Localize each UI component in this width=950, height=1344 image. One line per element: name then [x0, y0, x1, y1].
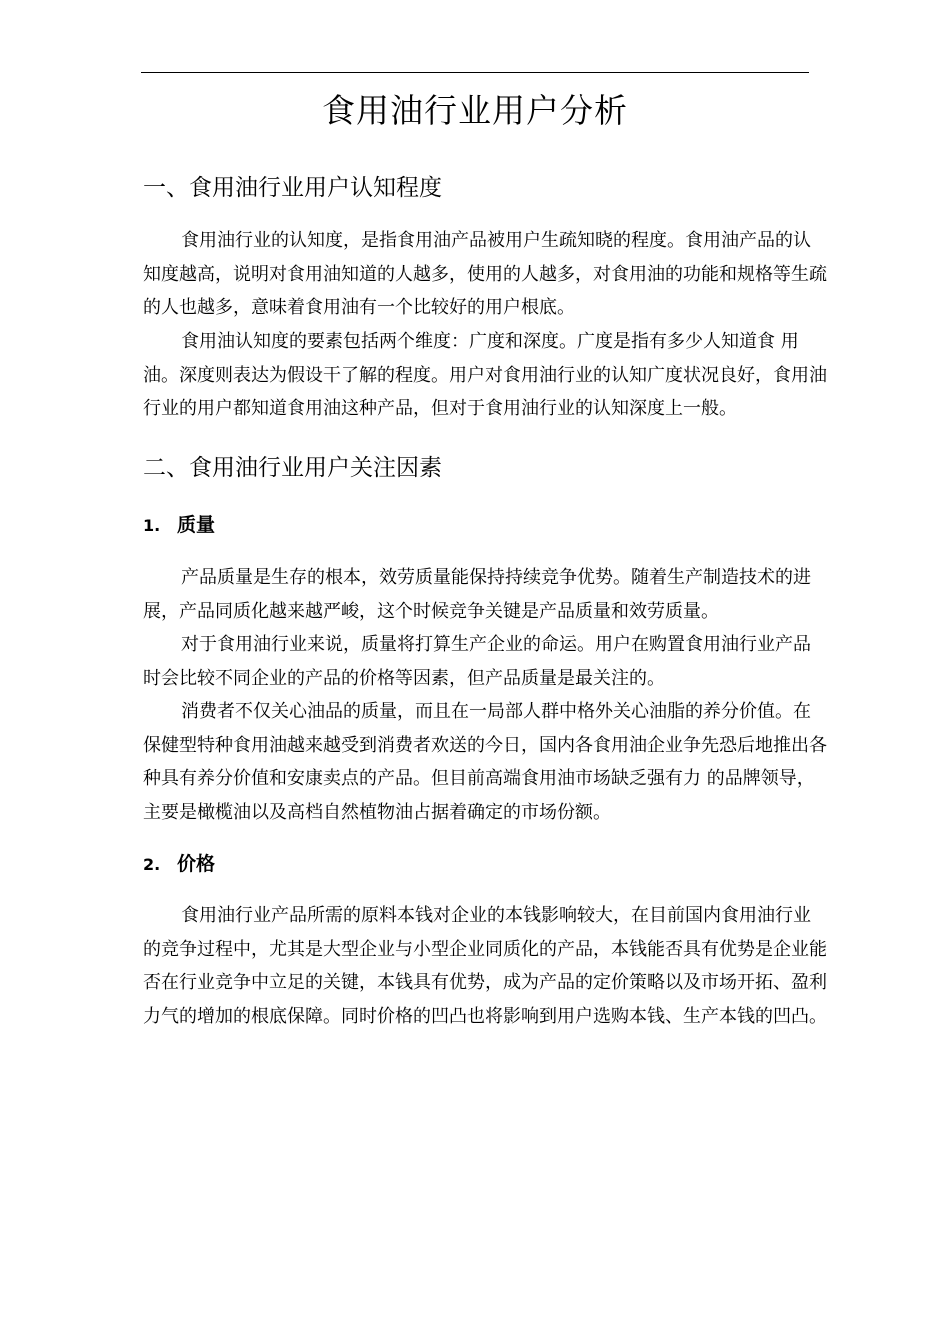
- page-title: 食用油行业用户分析: [322, 91, 628, 130]
- paragraph-quality-1: 产品质量是生存的根本，效劳质量能保持持续竞争优势。随着生产制造技术的进展，产品同质化越来越严峻，这个时候竞争关键是产品质量和效劳质量。: [143, 567, 811, 622]
- subsection-heading-price: [143, 851, 215, 878]
- paragraph-awareness-definition: 食用油行业的认知度，是指食用油产品被用户生疏知晓的程度。食用油产品的认知度越高，说明对食用油知道的人越多，使用的人越多，对食用油的功能和规格等生疏的人也越多，意味着食用油有一个比较好的用户根底。: [143, 230, 827, 318]
- paragraph-quality-2: 对于食用油行业来说，质量将打算生产企业的命运。用户在购置食用油行业产品时会比较不同企业的产品的价格等因素，但产品质量是最关注的。: [143, 634, 811, 689]
- header-rule: [141, 72, 809, 73]
- paragraph-price: 食用油行业产品所需的原料本钱对企业的本钱影响较大，在目前国内食用油行业的竞争过程中，尤其是大型企业与小型企业同质化的产品，本钱能否具有优势是企业能否在行业竞争中立足的关键，本钱具有优势，成为产品的定价策略以及市场开拓、盈利力气的增加的根底保障。同时价格的凹凸也将影响到用户选购本钱、生产本钱的凹凸。: [143, 905, 827, 1027]
- section-heading-concerns: 二、食用油行业用户关注因素: [143, 455, 442, 481]
- subsection-title: 质量: [177, 514, 216, 536]
- subsection-number: 2.: [143, 855, 161, 874]
- subsection-number: 1.: [143, 516, 161, 535]
- subsection-heading-quality: [143, 512, 215, 539]
- paragraph-awareness-dimensions: 食用油认知度的要素包括两个维度：广度和深度。广度是指有多少人知道食 用油。深度则表达为假设干了解的程度。用户对食用油行业的认知广度状况良好，食用油行业的用户都知道食用油这种产品，但对于食用油行业的认知深度上一般。: [143, 331, 827, 419]
- section-heading-awareness: 一、食用油行业用户认知程度: [143, 175, 442, 201]
- paragraph-quality-3: 消费者不仅关心油品的质量，而且在一局部人群中格外关心油脂的养分价值。在保健型特种食用油越来越受到消费者欢送的今日，国内各食用油企业争先恐后地推出各种具有养分价值和安康卖点的产品。但目前高端食用油市场缺乏强有力 的品牌领导，主要是橄榄油以及高档自然植物油占据着确定的市场份额。: [143, 701, 827, 823]
- subsection-title: 价格: [177, 853, 216, 875]
